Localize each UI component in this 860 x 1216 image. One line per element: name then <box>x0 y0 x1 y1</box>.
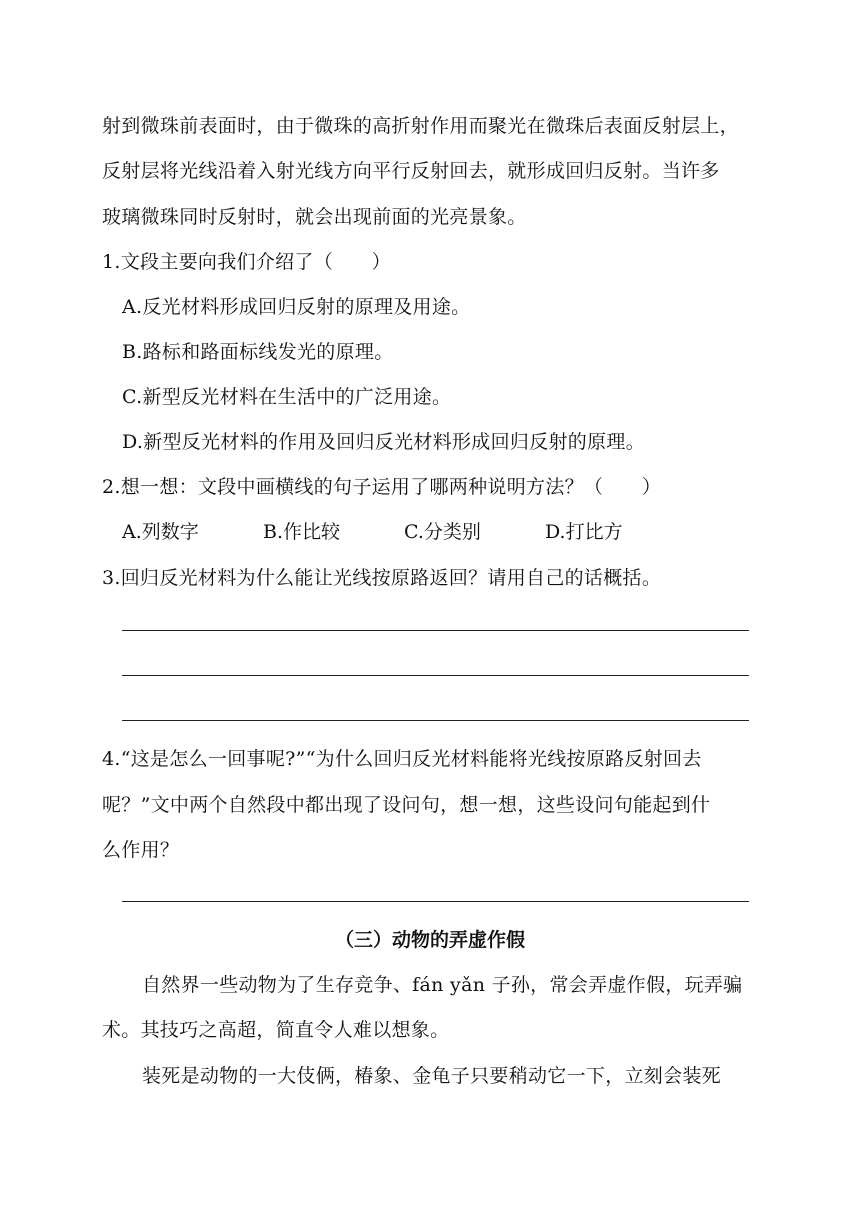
section-3-paragraph-1-line-2: 术。其技巧之高超，简直令人难以想象。 <box>102 1019 450 1041</box>
question-1-stem: 1.文段主要向我们介绍了（ ） <box>102 251 391 273</box>
passage-line-1: 射到微珠前表面时，由于微珠的高折射作用而聚光在微珠后表面反射层上， <box>102 115 739 137</box>
question-1-option-b: B.路标和路面标线发光的原理。 <box>122 341 394 363</box>
question-2-stem: 2.想一想：文段中画横线的句子运用了哪两种说明方法？（ ） <box>102 476 662 498</box>
question-2-option-c: C.分类别 <box>404 521 481 543</box>
question-4-line-2: 呢？”文中两个自然段中都出现了设问句，想一想，这些设问句能起到什 <box>102 794 711 816</box>
question-2-option-a: A.列数字 <box>122 521 199 543</box>
question-4-line-1: 4.“这是怎么一回事呢?”“为什么回归反光材料能将光线按原路反射回去 <box>102 748 702 770</box>
passage-line-3: 玻璃微珠同时反射时，就会出现前面的光亮景象。 <box>102 206 527 228</box>
question-2-option-d: D.打比方 <box>545 521 623 543</box>
section-3-paragraph-2-line-1: 装死是动物的一大伎俩，椿象、金龟子只要稍动它一下，立刻会装死 <box>142 1065 722 1087</box>
answer-line-q4[interactable] <box>122 901 749 902</box>
question-3-stem: 3.回归反光材料为什么能让光线按原路返回？请用自己的话概括。 <box>102 567 662 589</box>
passage-line-2: 反射层将光线沿着入射光线方向平行反射回去，就形成回归反射。当许多 <box>102 160 720 182</box>
answer-line-q3-2[interactable] <box>122 675 749 676</box>
question-1-option-d: D.新型反光材料的作用及回归反光材料形成回归反射的原理。 <box>122 431 645 453</box>
question-1-option-a: A.反光材料形成回归反射的原理及用途。 <box>122 296 471 318</box>
question-1-option-c: C.新型反光材料在生活中的广泛用途。 <box>122 386 452 408</box>
section-title: （三）动物的弄虚作假 <box>334 929 525 951</box>
answer-line-q3-3[interactable] <box>122 720 749 721</box>
question-2-option-b: B.作比较 <box>263 521 341 543</box>
question-4-line-3: 么作用？ <box>102 839 180 861</box>
section-3-paragraph-1-line-1: 自然界一些动物为了生存竞争、fán yǎn 子孙，常会弄虚作假，玩弄骗 <box>142 974 743 996</box>
answer-line-q3-1[interactable] <box>122 630 749 631</box>
